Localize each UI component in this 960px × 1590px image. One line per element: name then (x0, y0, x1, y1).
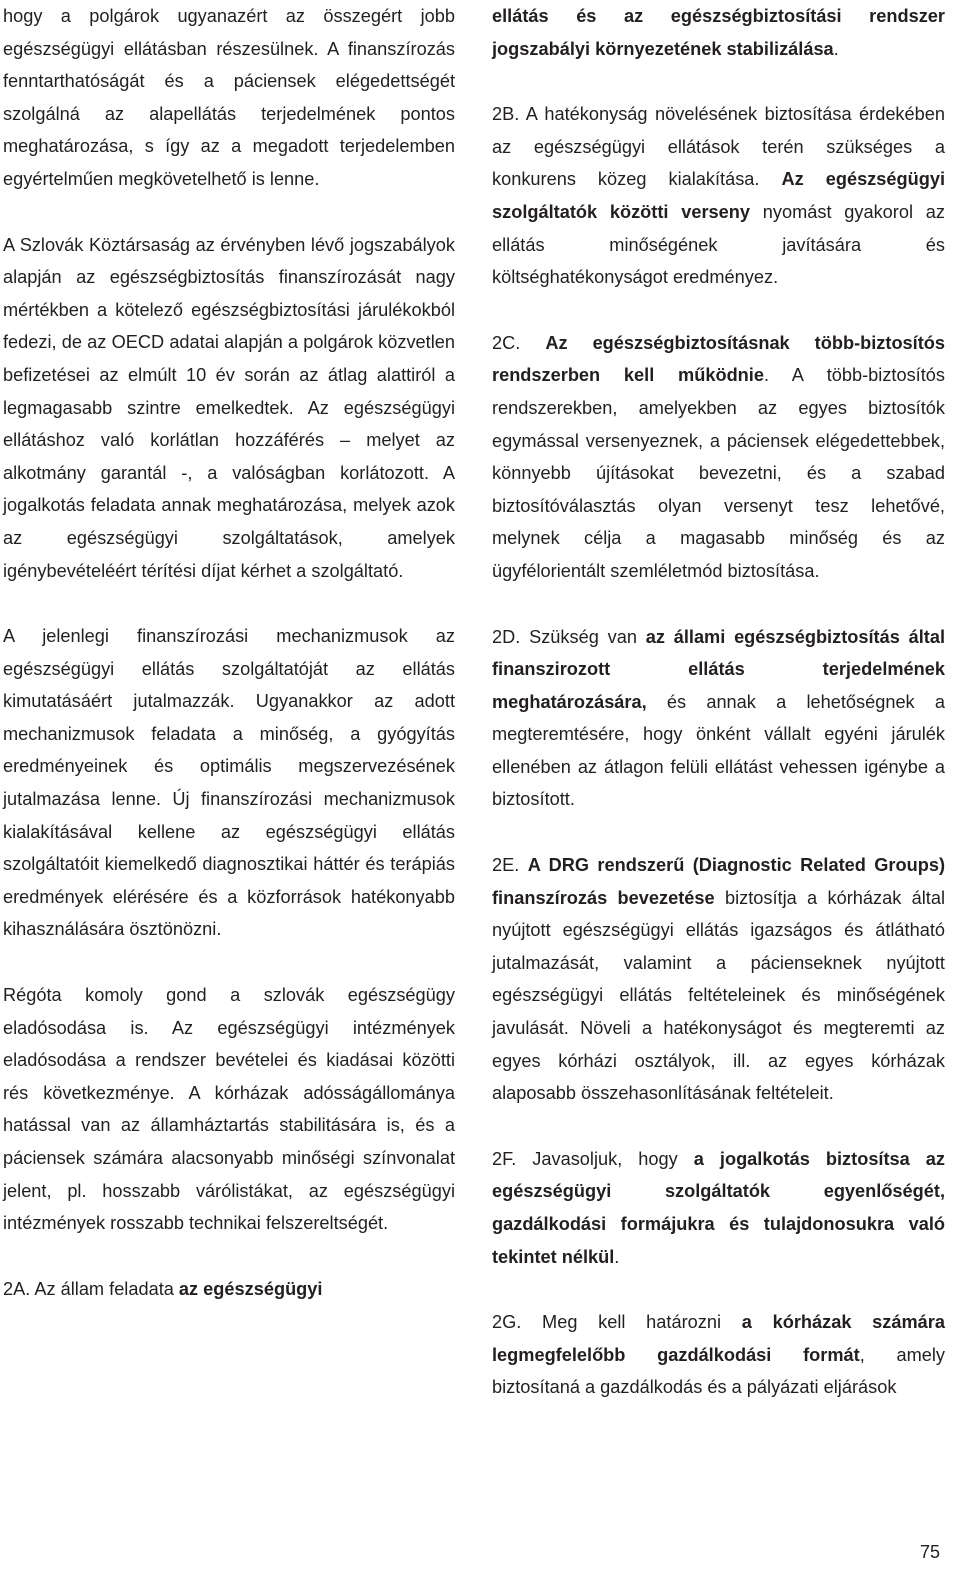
paragraph-text: 2E. (492, 855, 528, 876)
paragraph-text: 2D. Szükség van (492, 626, 646, 647)
paragraph-2c (492, 327, 945, 588)
paragraph-text: biztosítja a kórházak által nyújtott egészségügyi ellátás igazságos és átlátható jutalmazását, valamint a pácienseknek nyújtott egészségügyi ellátás feltételeinek és minőségének javulását. Növeli a hatékonyságot és megteremti az egyes kórházi osztályok, ill. az egyes kórházak alaposabb összehasonlításának feltételeit. (492, 887, 946, 1104)
paragraph-text: A Szlovák Köztársaság az érvényben lévő jogszabályok alapján az egészségbiztosítás finanszírozását nagy mértékben a kötelező egészségbiztosítási járulékokból fedezi, de az OECD adatai alapján a polgárok közvetlen befizetései az elmúlt 10 év során az átlag alattiról a legmagasabb szintre emelkedtek. Az egészségügyi ellátáshoz való korlátlan hozzáférés – melyet az alkotmány garantál -, a valóságban korlátozott. A jogalkotás feladata annak meghatározása, melyek azok az egészségügyi szolgáltatások, amelyek igénybevételéért térítési díjat kérhet a szolgáltató. (3, 234, 455, 581)
paragraph-bold-text: az egészségügyi (178, 1278, 323, 1299)
paragraph-text: 2B. A hatékonyság növelésének biztosítása érdekében az egészségügyi ellátások terén szükséges a konkurens közeg kialakítása. (492, 104, 945, 190)
left-text-column (3, 0, 455, 1305)
paragraph-bold-text: Az egészségügyi szolgáltatók közötti verseny (492, 169, 946, 222)
paragraph-text: . A több-biztosítós rendszerekben, amelyekben az egyes biztosítók egymással versenyeznek, a páciensek elégedettebbek, könnyebb újításokat bevezetni, és a szabad biztosítóválasztás olyan versenyt tesz lehetővé, melynek célja a magasabb minőség és az ügyfélorientált szemléletmód biztosítása. (492, 365, 945, 581)
paragraph-text: 2G. Meg kell határozni (492, 1312, 742, 1333)
paragraph-text: 2F. Javasoljuk, hogy (492, 1148, 694, 1169)
paragraph-text: . (833, 38, 839, 59)
paragraph-2e (492, 849, 945, 1110)
paragraph (3, 979, 455, 1240)
right-text-column (492, 0, 945, 1404)
paragraph-2a-continued (492, 0, 945, 65)
paragraph-bold-text: a kórházak számára legmegfelelőbb gazdálkodási formát (492, 1312, 945, 1365)
paragraph-text: 2C. (492, 332, 546, 353)
paragraph (3, 0, 455, 196)
paragraph-bold-text: a jogalkotás biztosítsa az egészségügyi szolgáltatók egyenlőségét, gazdálkodási formájukra és tulajdonosukra való tekintet nélkül (492, 1148, 946, 1267)
paragraph-text: . (614, 1246, 620, 1267)
paragraph-text: A jelenlegi finanszírozási mechanizmusok az egészségügyi ellátás szolgáltatóját az ellátás kimutatásáért jutalmazzák. Ugyanakkor az adott mechanizmusok feladata a minőség, a gyógyítás eredményeinek és optimális megszervezésének jutalmazása lenne. Új finanszírozási mechanizmusok kialakításával kellene az egészségügyi ellátás szolgáltatóit kiemelkedő diagnosztikai háttér és terápiás eredmények elérésére és a közforrások hatékonyabb kihasználására ösztönözni. (3, 626, 455, 940)
page-number: 75 (919, 1542, 940, 1562)
paragraph-bold-text: A DRG rendszerű (Diagnostic Related Groups) finanszírozás bevezetése (492, 855, 946, 908)
paragraph-text: , amely biztosítaná a gazdálkodás és a pályázati eljárások (492, 1344, 945, 1398)
paragraph (3, 620, 455, 946)
paragraph (3, 229, 455, 588)
paragraph-2b (492, 98, 945, 294)
paragraph-2d (492, 621, 945, 817)
paragraph-text: nyomást gyakorol az ellátás minőségének javítására és költséghatékonyságot eredményez. (492, 201, 945, 288)
paragraph-text: hogy a polgárok ugyanazért az összegért jobb egészségügyi ellátásban részesülnek. A finanszírozás fenntarthatóságát és a páciensek elégedettségét szolgálná az alapellátás terjedelmének pontos meghatározása, s így az a megadott terjedelemben egyértelműen megkövetelhető is lenne. (3, 6, 455, 189)
paragraph-text: 2A. Az állam feladata (3, 1278, 179, 1299)
paragraph-text: Régóta komoly gond a szlovák egészségügy eladósodása is. Az egészségügyi intézmények eladósodása a rendszer bevételei és kiadásai közötti rés következménye. A kórházak adósságállománya hatással van az államháztartás stabilitására is, és a páciensek számára alacsonyabb minőségi színvonalat jelent, pl. hosszabb várólistákat, az egészségügyi intézmények rosszabb technikai felszereltségét. (3, 985, 455, 1234)
paragraph-bold-text: az állami egészségbiztosítás által finanszirozott ellátás terjedelmének meghatározására, (492, 626, 946, 712)
paragraph-bold-text: Az egészségbiztosításnak több-biztosítós rendszerben kell működnie (492, 332, 945, 386)
paragraph-2f (492, 1143, 945, 1273)
paragraph-text: és annak a lehetőségnek a megteremtésére, hogy önként vállalt egyéni járulék ellenében az átlagon felüli ellátást vehessen igénybe a biztosított. (492, 691, 945, 810)
paragraph-2g (492, 1306, 945, 1404)
paragraph-bold-text: ellátás és az egészségbiztosítási rendszer jogszabályi környezetének stabilizálása (492, 6, 945, 59)
paragraph-2a (3, 1273, 455, 1306)
